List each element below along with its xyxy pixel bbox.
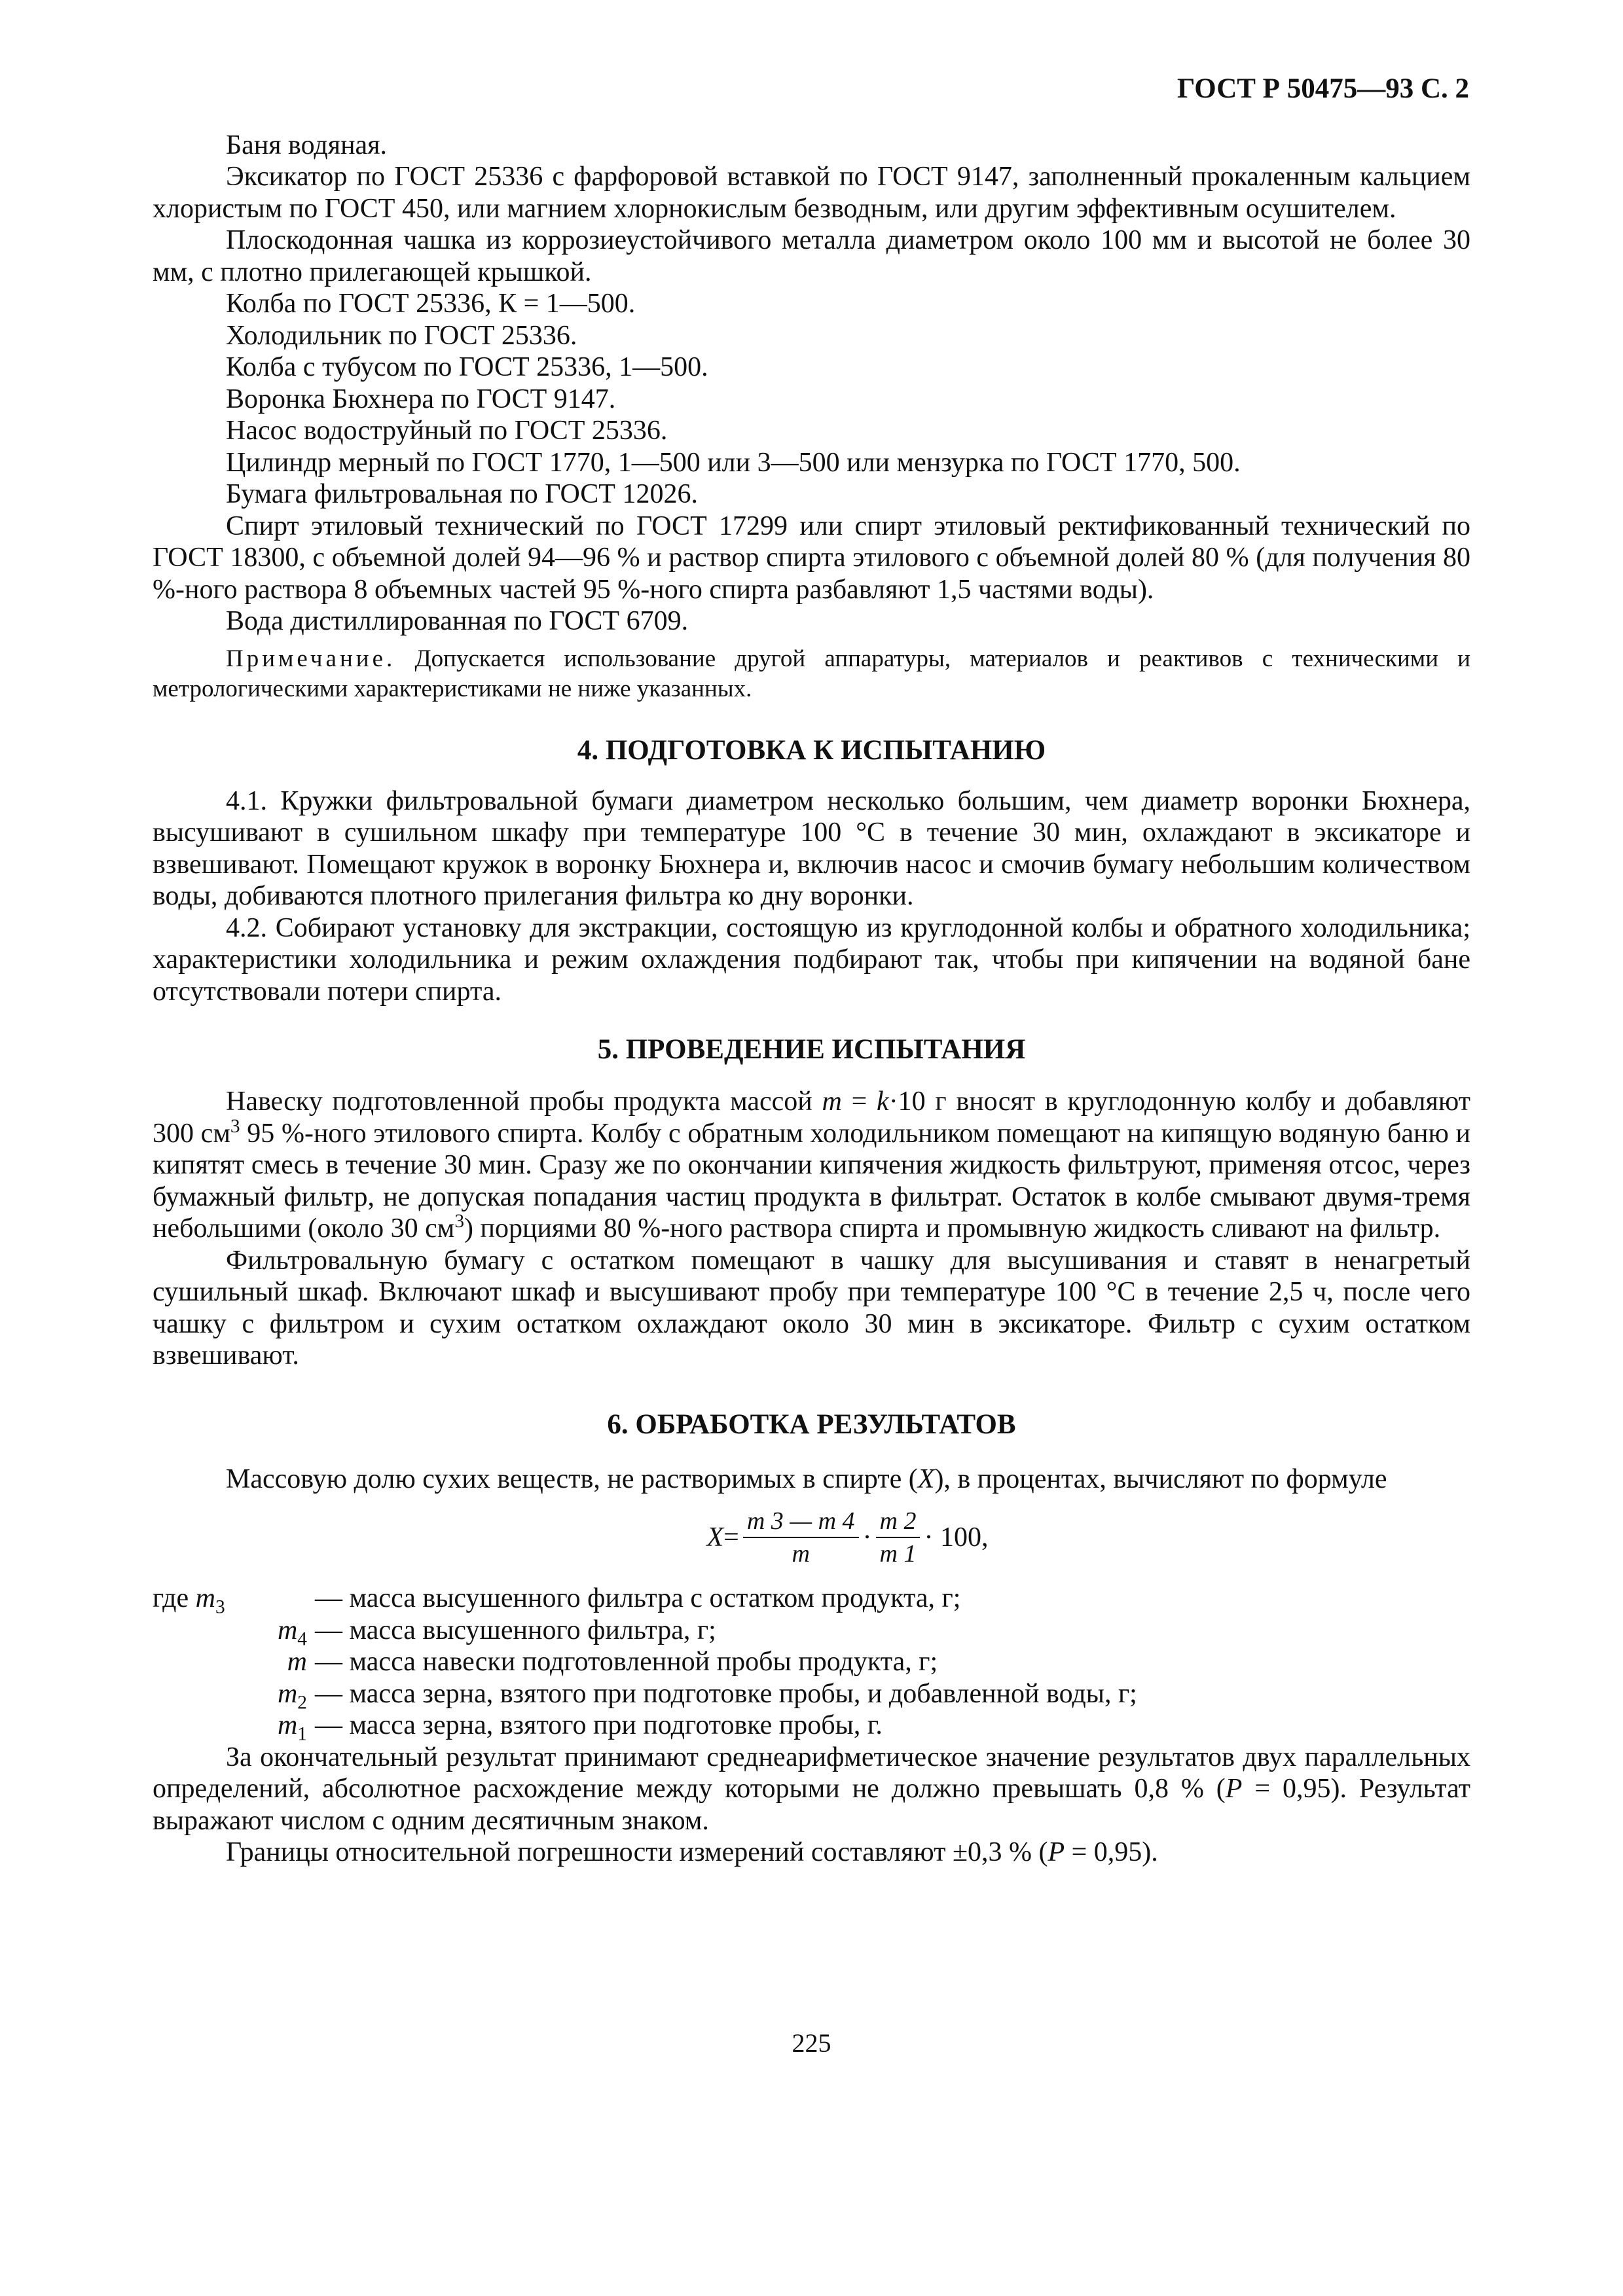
- formula-fraction-1: [743, 1507, 859, 1568]
- section-6-title: 6. ОБРАБОТКА РЕЗУЛЬТАТОВ: [607, 1408, 1016, 1440]
- legend-row: где $m_3$ — масса высушенного фильтра с остатком продукта, г;: [153, 1583, 961, 1618]
- section-5-paragraph-2: Фильтровальную бумагу с остатком помещают в чашку для высушивания и ставят в ненагретый сушильный шкаф. Включают шкаф и высушивают пробу при температуре 100 °С в течение 2,5 ч, после чего чашку с фильтром и сухим остатком охлаждают около 30 мин в эксикаторе. Фильтр с сухим остатком взвешивают.: [153, 1245, 1470, 1371]
- equipment-list: [153, 130, 1470, 637]
- formula-dot: ·: [862, 1522, 872, 1552]
- formula-numerator-2: m 2: [876, 1507, 921, 1538]
- running-head: ГОСТ Р 50475—93 С. 2: [1176, 73, 1469, 104]
- note: [153, 644, 1470, 704]
- equipment-item: Колба с тубусом по ГОСТ 25336, 1—500.: [226, 352, 708, 382]
- section-4-paragraph-2: 4.2. Собирают установку для экстракции, состоящую из круглодонной колбы и обратного холодильника; характеристики холодильника и режим охлаждения подбирают так, чтобы при кипячении на водяной бане отсутствовали потери спирта.: [153, 912, 1470, 1007]
- error-limits-paragraph: Границы относительной погрешности измерений составляют ±0,3 % (P = 0,95).: [226, 1837, 1158, 1867]
- equipment-item: Спирт этиловый технический по ГОСТ 17299 или спирт этиловый ректификованный технический по ГОСТ 18300, с объемной долей 94—96 % и раствор спирта этилового с объемной долей 80 % (для получения 80 %-ного раствора 8 объемных частей 95 %-ного спирта разбавляют 1,5 частями воды).: [153, 511, 1470, 605]
- equipment-item: Холодильник по ГОСТ 25336.: [226, 320, 577, 351]
- equipment-item: Эксикатор по ГОСТ 25336 с фарфоровой вставкой по ГОСТ 9147, заполненный прокаленным кальцием хлористым по ГОСТ 450, или магнием хлорнокислым безводным, или другим эффективным осушителем.: [153, 162, 1470, 224]
- equipment-item: Колба по ГОСТ 25336, К = 1—500.: [226, 289, 636, 319]
- equipment-item: Воронка Бюхнера по ГОСТ 9147.: [226, 384, 616, 414]
- legend-row: $m_1$ — масса зерна, взятого при подготовке пробы, г.: [277, 1710, 883, 1745]
- formula-lhs: X: [706, 1522, 724, 1552]
- equipment-item: Цилиндр мерный по ГОСТ 1770, 1—500 или 3—500 или мензурка по ГОСТ 1770, 500.: [226, 447, 1241, 478]
- equipment-item: Бумага фильтровальная по ГОСТ 12026.: [226, 479, 698, 509]
- section-6-intro: Массовую долю сухих веществ, не растворимых в спирте (X), в процентах, вычисляют по формуле: [226, 1463, 1387, 1494]
- equipment-item: Плоскодонная чашка из коррозиеустойчивого металла диаметром около 100 мм и высотой не более 30 мм, с плотно прилегающей крышкой.: [153, 225, 1470, 287]
- formula-equals: =: [723, 1522, 739, 1552]
- formula-tail: · 100,: [924, 1522, 989, 1552]
- formula-numerator-1: m 3 — m 4: [743, 1507, 859, 1538]
- legend-row: m — масса навески подготовленной пробы продукта, г;: [287, 1647, 938, 1677]
- equipment-item: Вода дистиллированная по ГОСТ 6709.: [226, 606, 689, 636]
- equipment-item: Насос водоструйный по ГОСТ 25336.: [226, 416, 668, 446]
- section-4-paragraph-1: 4.1. Кружки фильтровальной бумаги диаметром несколько большим, чем диаметр воронки Бюхнера, высушивают в сушильном шкафу при температуре 100 °С в течение 30 мин, охлаждают в эксикаторе и взвешивают. Помещают кружок в воронку Бюхнера и, включив насос и смочив бумагу небольшим количеством воды, добиваются плотного прилегания фильтра ко дну воронки.: [153, 785, 1470, 911]
- section-4-title: 4. ПОДГОТОВКА К ИСПЫТАНИЮ: [577, 734, 1046, 766]
- formula-denominator-2: m 1: [879, 1540, 917, 1568]
- formula-fraction-2: [876, 1507, 921, 1568]
- legend-row: $m_2$ — масса зерна, взятого при подготовке пробы, и добавленной воды, г;: [277, 1678, 1137, 1713]
- legend-row: $m_4$ — масса высушенного фильтра, г;: [277, 1615, 716, 1649]
- page-number: 225: [792, 2028, 831, 2058]
- formula-denominator-1: m: [792, 1540, 810, 1568]
- result-paragraph: За окончательный результат принимают среднеарифметическое значение результатов двух параллельных определений, абсолютное расхождение между которыми не должно превышать 0,8 % (P = 0,95). Результат выражают числом с одним десятичным знаком.: [153, 1742, 1470, 1836]
- formula: [153, 1507, 1470, 1568]
- equipment-item: Баня водяная.: [226, 130, 388, 160]
- section-5-title: 5. ПРОВЕДЕНИЕ ИСПЫТАНИЯ: [597, 1034, 1026, 1065]
- section-5-paragraph-1: Навеску подготовленной пробы продукта массой m = k·10 г вносят в круглодонную колбу и добавляют 300 $см^3$ 95 %-ного этилового спирта. Колбу с обратным холодильником помещают на кипящую водяную баню и кипятят смесь в течение 30 мин. Сразу же по окончании кипячения жидкость фильтруют, применяя отсос, через бумажный фильтр, не допуская попадания частиц продукта в фильтрат. Остаток в колбе смывают двумя-тремя небольшими (около 30 $см^3$) порциями 80 %-ного раствора спирта и промывную жидкость сливают на фильтр.: [153, 1086, 1470, 1244]
- formula-legend: [153, 1583, 1470, 1745]
- note-text: Допускается использование другой аппаратуры, материалов и реактивов с техническими и метрологическими характеристиками не ниже указанных.: [153, 645, 1470, 702]
- note-label: Примечание.: [226, 645, 396, 672]
